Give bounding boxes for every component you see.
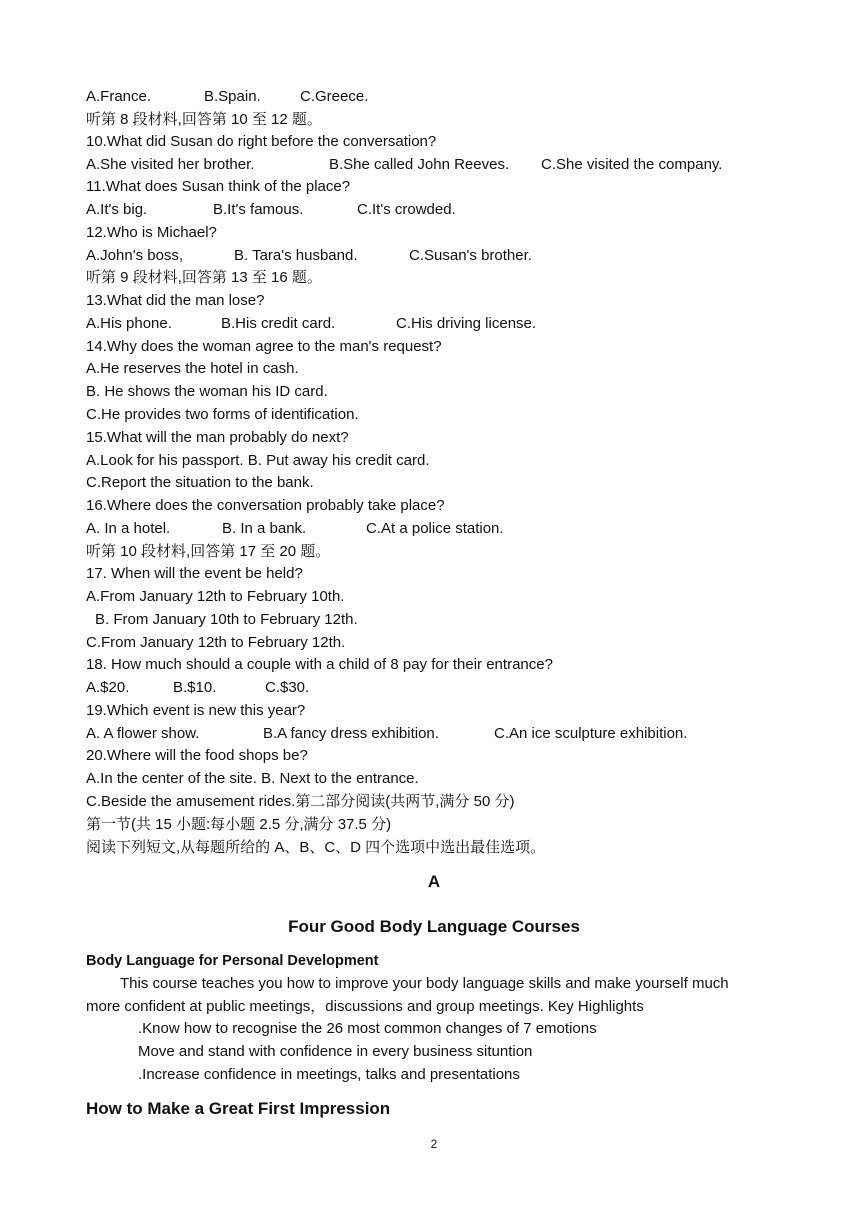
q12-option-c: C.Susan's brother. [409,247,532,264]
q16-option-a: A. In a hotel. [86,520,171,537]
q18-option-b: B.$10. [173,679,217,696]
q13-question: 13.What did the man lose? [86,292,265,309]
section8-heading: 听第 8 段材料,回答第 10 至 12 题。 [86,111,322,128]
q11-option-a: A.It's big. [86,201,148,218]
q13-option-a: A.His phone. [86,315,172,332]
q17-option-b: B. From January 10th to February 12th. [95,611,358,628]
q11-option-b: B.It's famous. [213,201,304,218]
q18-option-c: C.$30. [265,679,310,696]
passage-title: Four Good Body Language Courses [288,917,580,936]
q14-question: 14.Why does the woman agree to the man's request? [86,338,442,355]
course2-title: How to Make a Great First Impression [86,1099,391,1118]
q11-option-c: C.It's crowded. [357,201,456,218]
q9-option-b: B.Spain. [204,88,261,105]
course1-highlight-2: Move and stand with confidence in every business situntion [138,1043,533,1060]
page-number: 2 [430,1137,438,1151]
q11-question: 11.What does Susan think of the place? [86,178,351,195]
q16-question: 16.Where does the conversation probably take place? [86,497,445,514]
q20-options-line1: A.In the center of the site. B. Next to the entrance. [86,770,419,787]
reading-section1-heading: 第一节(共 15 小题:每小题 2.5 分,满分 37.5 分) [86,816,392,833]
q14-option-c: C.He provides two forms of identification. [86,406,359,423]
q18-question: 18. How much should a couple with a child of 8 pay for their entrance? [86,656,553,673]
q15-options-line2: C.Report the situation to the bank. [86,474,314,491]
q9-option-a: A.France. [86,88,152,105]
q15-options-line1: A.Look for his passport. B. Put away his credit card. [86,452,430,469]
q19-question: 19.Which event is new this year? [86,702,306,719]
q10-option-b: B.She called John Reeves. [329,156,510,173]
q10-option-c: C.She visited the company. [541,156,723,173]
q19-option-b: B.A fancy dress exhibition. [263,725,439,742]
q17-option-a: A.From January 12th to February 10th. [86,588,345,605]
section9-heading: 听第 9 段材料,回答第 13 至 16 题。 [86,269,322,286]
q20-question: 20.Where will the food shops be? [86,747,308,764]
passage-letter: A [427,872,441,891]
q14-option-a: A.He reserves the hotel in cash. [86,360,299,377]
q10-question: 10.What did Susan do right before the conversation? [86,133,437,150]
course1-desc-line2: more confident at public meetings，discussions and group meetings. Key Highlights [86,998,644,1015]
course1-highlight-3: .Increase confidence in meetings, talks and presentations [138,1066,520,1083]
course1-desc-line1: This course teaches you how to improve your body language skills and make yourself much [120,975,729,992]
course1-highlight-1: .Know how to recognise the 26 most common changes of 7 emotions [138,1020,597,1037]
q20-options-line2: C.Beside the amusement rides.第二部分阅读(共两节,满分 50 分) [86,793,515,810]
course1-title: Body Language for Personal Development [86,953,379,969]
q17-option-c: C.From January 12th to February 12th. [86,634,346,651]
q18-option-a: A.$20. [86,679,130,696]
q13-option-c: C.His driving license. [396,315,537,332]
section10-heading: 听第 10 段材料,回答第 17 至 20 题。 [86,543,331,560]
q16-option-c: C.At a police station. [366,520,504,537]
q17-question: 17. When will the event be held? [86,565,303,582]
q12-option-b: B. Tara's husband. [234,247,358,264]
q14-option-b: B. He shows the woman his ID card. [86,383,328,400]
q19-option-a: A. A flower show. [86,725,200,742]
q16-option-b: B. In a bank. [222,520,307,537]
q19-option-c: C.An ice sculpture exhibition. [494,725,688,742]
q9-option-c: C.Greece. [300,88,369,105]
q15-question: 15.What will the man probably do next? [86,429,349,446]
reading-instructions: 阅读下列短文,从每题所给的 A、B、C、D 四个选项中选出最佳选项。 [86,839,546,856]
q10-option-a: A.She visited her brother. [86,156,255,173]
q12-option-a: A.John's boss, [86,247,184,264]
q13-option-b: B.His credit card. [221,315,336,332]
q12-question: 12.Who is Michael? [86,224,217,241]
